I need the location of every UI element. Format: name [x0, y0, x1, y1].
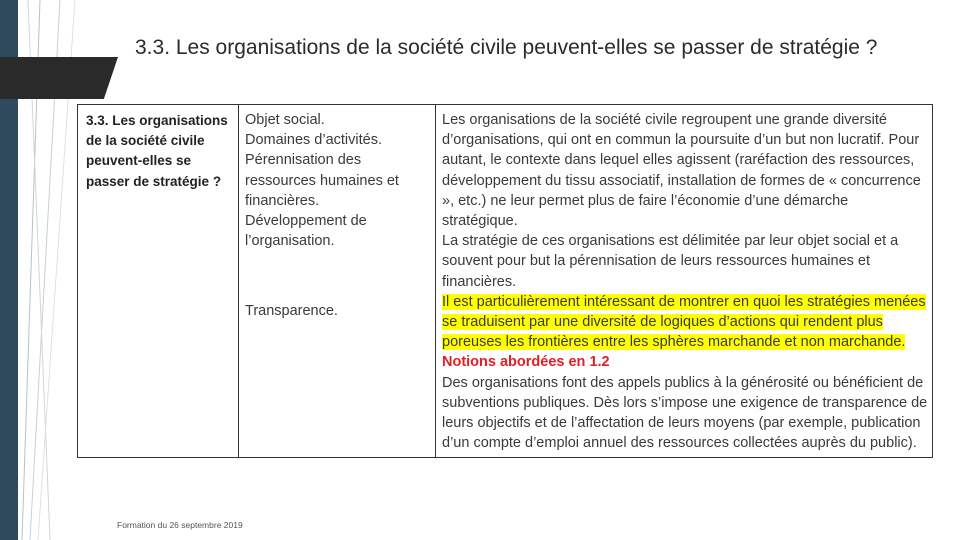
notions-note: Notions abordées en 1.2 [442, 354, 610, 371]
highlighted-paragraph [442, 292, 928, 373]
topics-cell [239, 105, 436, 458]
topic-item: Développement de l’organisation. [245, 213, 367, 250]
paragraph: Des organisations font des appels publics à la générosité ou bénéficient de subventions publiques. Dès lors s’impose une exigence de transparence de leurs objectifs et de l’affectation de leurs moyens (par exemple, publication d’un compte d’emploi annuel des ressources collectées auprès du public). [442, 374, 928, 452]
question-cell: 3.3. Les organisations de la société civile peuvent-elles se passer de stratégie ? [78, 105, 239, 458]
explanation-cell [436, 105, 933, 458]
content-table [77, 104, 933, 458]
paragraph: Les organisations de la société civile regroupent une grande diversité d’organisations, qui ont en commun la poursuite d’un but non lucratif. Pour autant, le contexte dans lequel elles agissent (raréfaction des ressources, développement du tissu associatif, installation de formes de « concurrence », etc.) ne leur permet plus de faire l’économie d’une démarche stratégique. [442, 112, 921, 230]
paragraph: La stratégie de ces organisations est délimitée par leur objet social et a souvent pour but la pérennisation de leurs ressources humaines et financières. [442, 233, 899, 290]
highlighted-text: Il est particulièrement intéressant de montrer en quoi les stratégies menées se traduisent par une diversité de logiques d’actions qui rendent plus poreuses les frontières entre les sphères marchande et non marchande. [442, 293, 926, 351]
table-row [78, 105, 933, 458]
topic-item: Pérennisation des ressources humaines et financières. [245, 152, 399, 209]
topic-item: Domaines d’activités. [245, 132, 382, 149]
slide-title: 3.3. Les organisations de la société civile peuvent-elles se passer de stratégie ? [135, 36, 878, 59]
slide-footer: Formation du 26 septembre 2019 [117, 520, 243, 530]
topic-transparency: Transparence. [245, 303, 338, 320]
topic-item: Objet social. [245, 112, 325, 128]
title-accent-tab [0, 57, 118, 99]
